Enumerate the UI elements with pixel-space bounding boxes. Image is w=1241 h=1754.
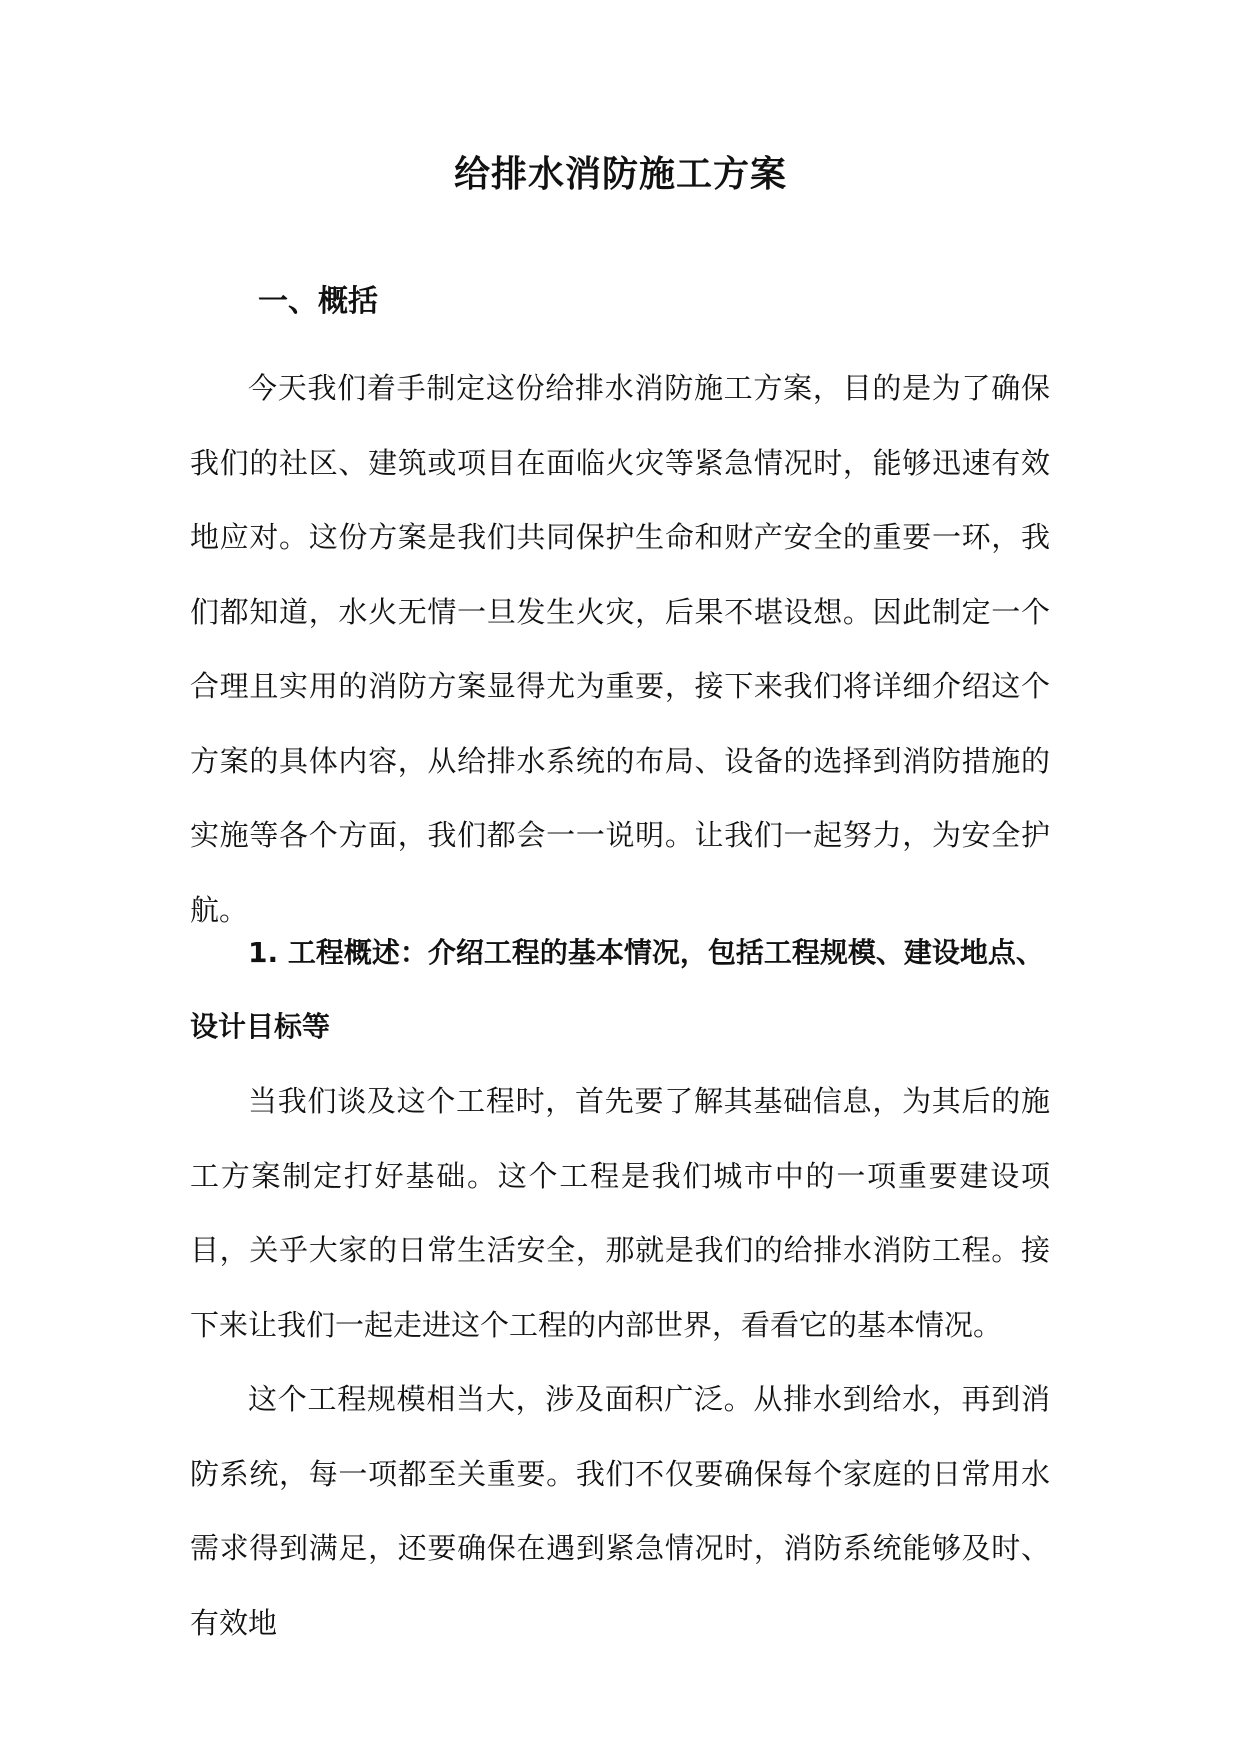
section-heading-overview: 一、概括 — [258, 284, 378, 319]
project-paragraph-1: 当我们谈及这个工程时，首先要了解其基础信息，为其后的施工方案制定打好基础。这个工程是我们城市中的一项重要建设项目，关乎大家的日常生活安全，那就是我们的给排水消防工程。接下来让我们一起走进这个工程的内部世界，看看它的基本情况。 — [190, 1084, 1050, 1342]
subsection-heading-project-overview: 1. 工程概述：介绍工程的基本情况，包括工程规模、建设地点、设计目标等 — [190, 936, 1044, 1043]
overview-paragraph: 今天我们着手制定这份给排水消防施工方案，目的是为了确保我们的社区、建筑或项目在面临火灾等紧急情况时，能够迅速有效地应对。这份方案是我们共同保护生命和财产安全的重要一环，我们都知道，水火无情一旦发生火灾，后果不堪设想。因此制定一个合理且实用的消防方案显得尤为重要，接下来我们将详细介绍这个方案的具体内容，从给排水系统的布局、设备的选择到消防措施的实施等各个方面，我们都会一一说明。让我们一起努力，为安全护航。 — [190, 371, 1050, 927]
document-title: 给排水消防施工方案 — [453, 153, 787, 195]
project-paragraph-2: 这个工程规模相当大，涉及面积广泛。从排水到给水，再到消防系统，每一项都至关重要。我们不仅要确保每个家庭的日常用水需求得到满足，还要确保在遇到紧急情况时，消防系统能够及时、有效地 — [190, 1382, 1050, 1640]
